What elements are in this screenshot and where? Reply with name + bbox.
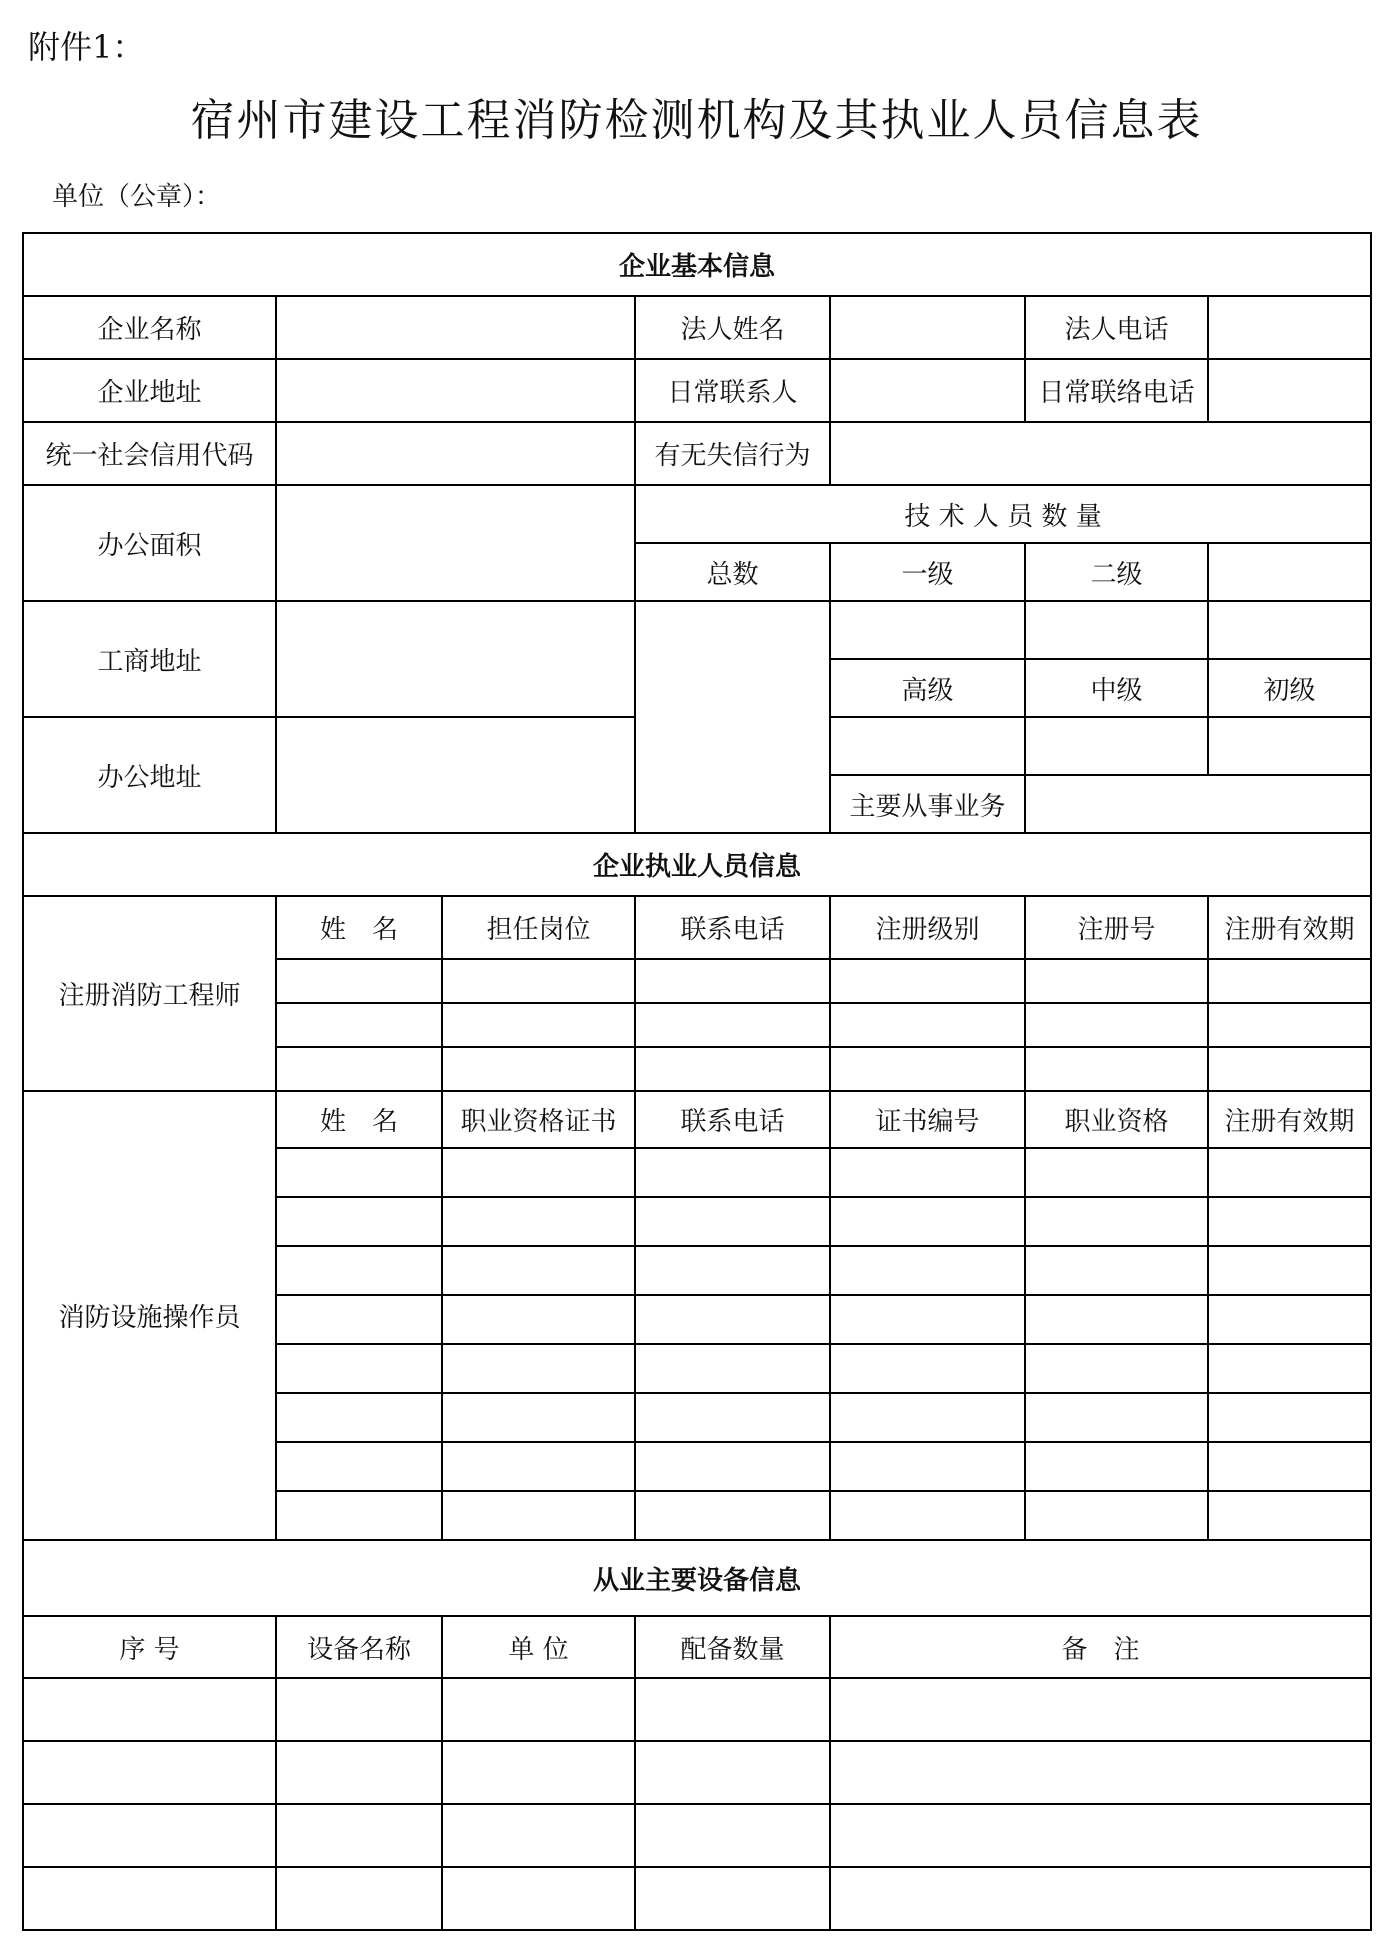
label-junior: 初级	[1208, 659, 1371, 717]
col-engineer-validity: 注册有效期	[1208, 896, 1371, 959]
table-row	[23, 1804, 1371, 1867]
field-daily-phone[interactable]	[1208, 359, 1371, 422]
field-level2[interactable]	[1025, 601, 1208, 659]
section-header-basic: 企业基本信息	[23, 233, 1371, 296]
label-dishonesty: 有无失信行为	[635, 422, 830, 485]
field-middle[interactable]	[1025, 717, 1208, 775]
label-legal-phone: 法人电话	[1025, 296, 1208, 359]
label-fire-engineer: 注册消防工程师	[23, 896, 276, 1091]
label-daily-contact: 日常联系人	[635, 359, 830, 422]
field-biz-address[interactable]	[276, 601, 635, 717]
col-engineer-regno: 注册号	[1025, 896, 1208, 959]
field-dishonesty[interactable]	[830, 422, 1371, 485]
label-credit-code: 统一社会信用代码	[23, 422, 276, 485]
label-level2: 二级	[1025, 543, 1208, 601]
field-main-business[interactable]	[1025, 775, 1371, 833]
label-daily-phone: 日常联络电话	[1025, 359, 1208, 422]
col-engineer-level: 注册级别	[830, 896, 1025, 959]
page-title: 宿州市建设工程消防检测机构及其执业人员信息表	[190, 95, 1203, 146]
col-operator-name: 姓 名	[276, 1091, 442, 1148]
col-equip-seq: 序 号	[23, 1616, 276, 1678]
label-biz-address: 工商地址	[23, 601, 276, 717]
col-operator-qualification: 职业资格	[1025, 1091, 1208, 1148]
col-engineer-position: 担任岗位	[442, 896, 635, 959]
col-operator-cert: 职业资格证书	[442, 1091, 635, 1148]
field-office-address[interactable]	[276, 717, 635, 833]
field-level1[interactable]	[830, 601, 1025, 659]
field-level-blank[interactable]	[1208, 543, 1371, 601]
attachment-label: 附件1：	[28, 28, 145, 66]
label-office-area: 办公面积	[23, 485, 276, 601]
col-equip-unit: 单 位	[442, 1616, 635, 1678]
field-legal-name[interactable]	[830, 296, 1025, 359]
col-operator-validity: 注册有效期	[1208, 1091, 1371, 1148]
col-operator-certno: 证书编号	[830, 1091, 1025, 1148]
info-form-table	[22, 232, 1372, 1931]
field-daily-contact[interactable]	[830, 359, 1025, 422]
table-row	[23, 1867, 1371, 1930]
label-office-address: 办公地址	[23, 717, 276, 833]
col-equip-remark: 备 注	[830, 1616, 1371, 1678]
label-company-name: 企业名称	[23, 296, 276, 359]
field-legal-phone[interactable]	[1208, 296, 1371, 359]
label-main-business: 主要从事业务	[830, 775, 1025, 833]
label-total: 总数	[635, 543, 830, 601]
field-company-address[interactable]	[276, 359, 635, 422]
field-company-name[interactable]	[276, 296, 635, 359]
field-credit-code[interactable]	[276, 422, 635, 485]
field-office-area[interactable]	[276, 485, 635, 601]
col-engineer-phone: 联系电话	[635, 896, 830, 959]
field-level-blank2[interactable]	[1208, 601, 1371, 659]
table-row	[23, 1741, 1371, 1804]
unit-seal-label: 单位（公章）：	[52, 182, 222, 212]
field-total[interactable]	[635, 601, 830, 833]
field-junior[interactable]	[1208, 717, 1371, 775]
label-company-address: 企业地址	[23, 359, 276, 422]
label-facility-operator: 消防设施操作员	[23, 1091, 276, 1540]
section-header-equipment: 从业主要设备信息	[23, 1540, 1371, 1616]
label-senior: 高级	[830, 659, 1025, 717]
col-operator-phone: 联系电话	[635, 1091, 830, 1148]
col-engineer-name: 姓 名	[276, 896, 442, 959]
label-legal-name: 法人姓名	[635, 296, 830, 359]
label-level1: 一级	[830, 543, 1025, 601]
col-equip-name: 设备名称	[276, 1616, 442, 1678]
section-header-staff: 企业执业人员信息	[23, 833, 1371, 896]
table-row	[23, 1678, 1371, 1741]
label-tech-staff-count: 技 术 人 员 数 量	[635, 485, 1371, 543]
field-senior[interactable]	[830, 717, 1025, 775]
label-middle: 中级	[1025, 659, 1208, 717]
col-equip-qty: 配备数量	[635, 1616, 830, 1678]
